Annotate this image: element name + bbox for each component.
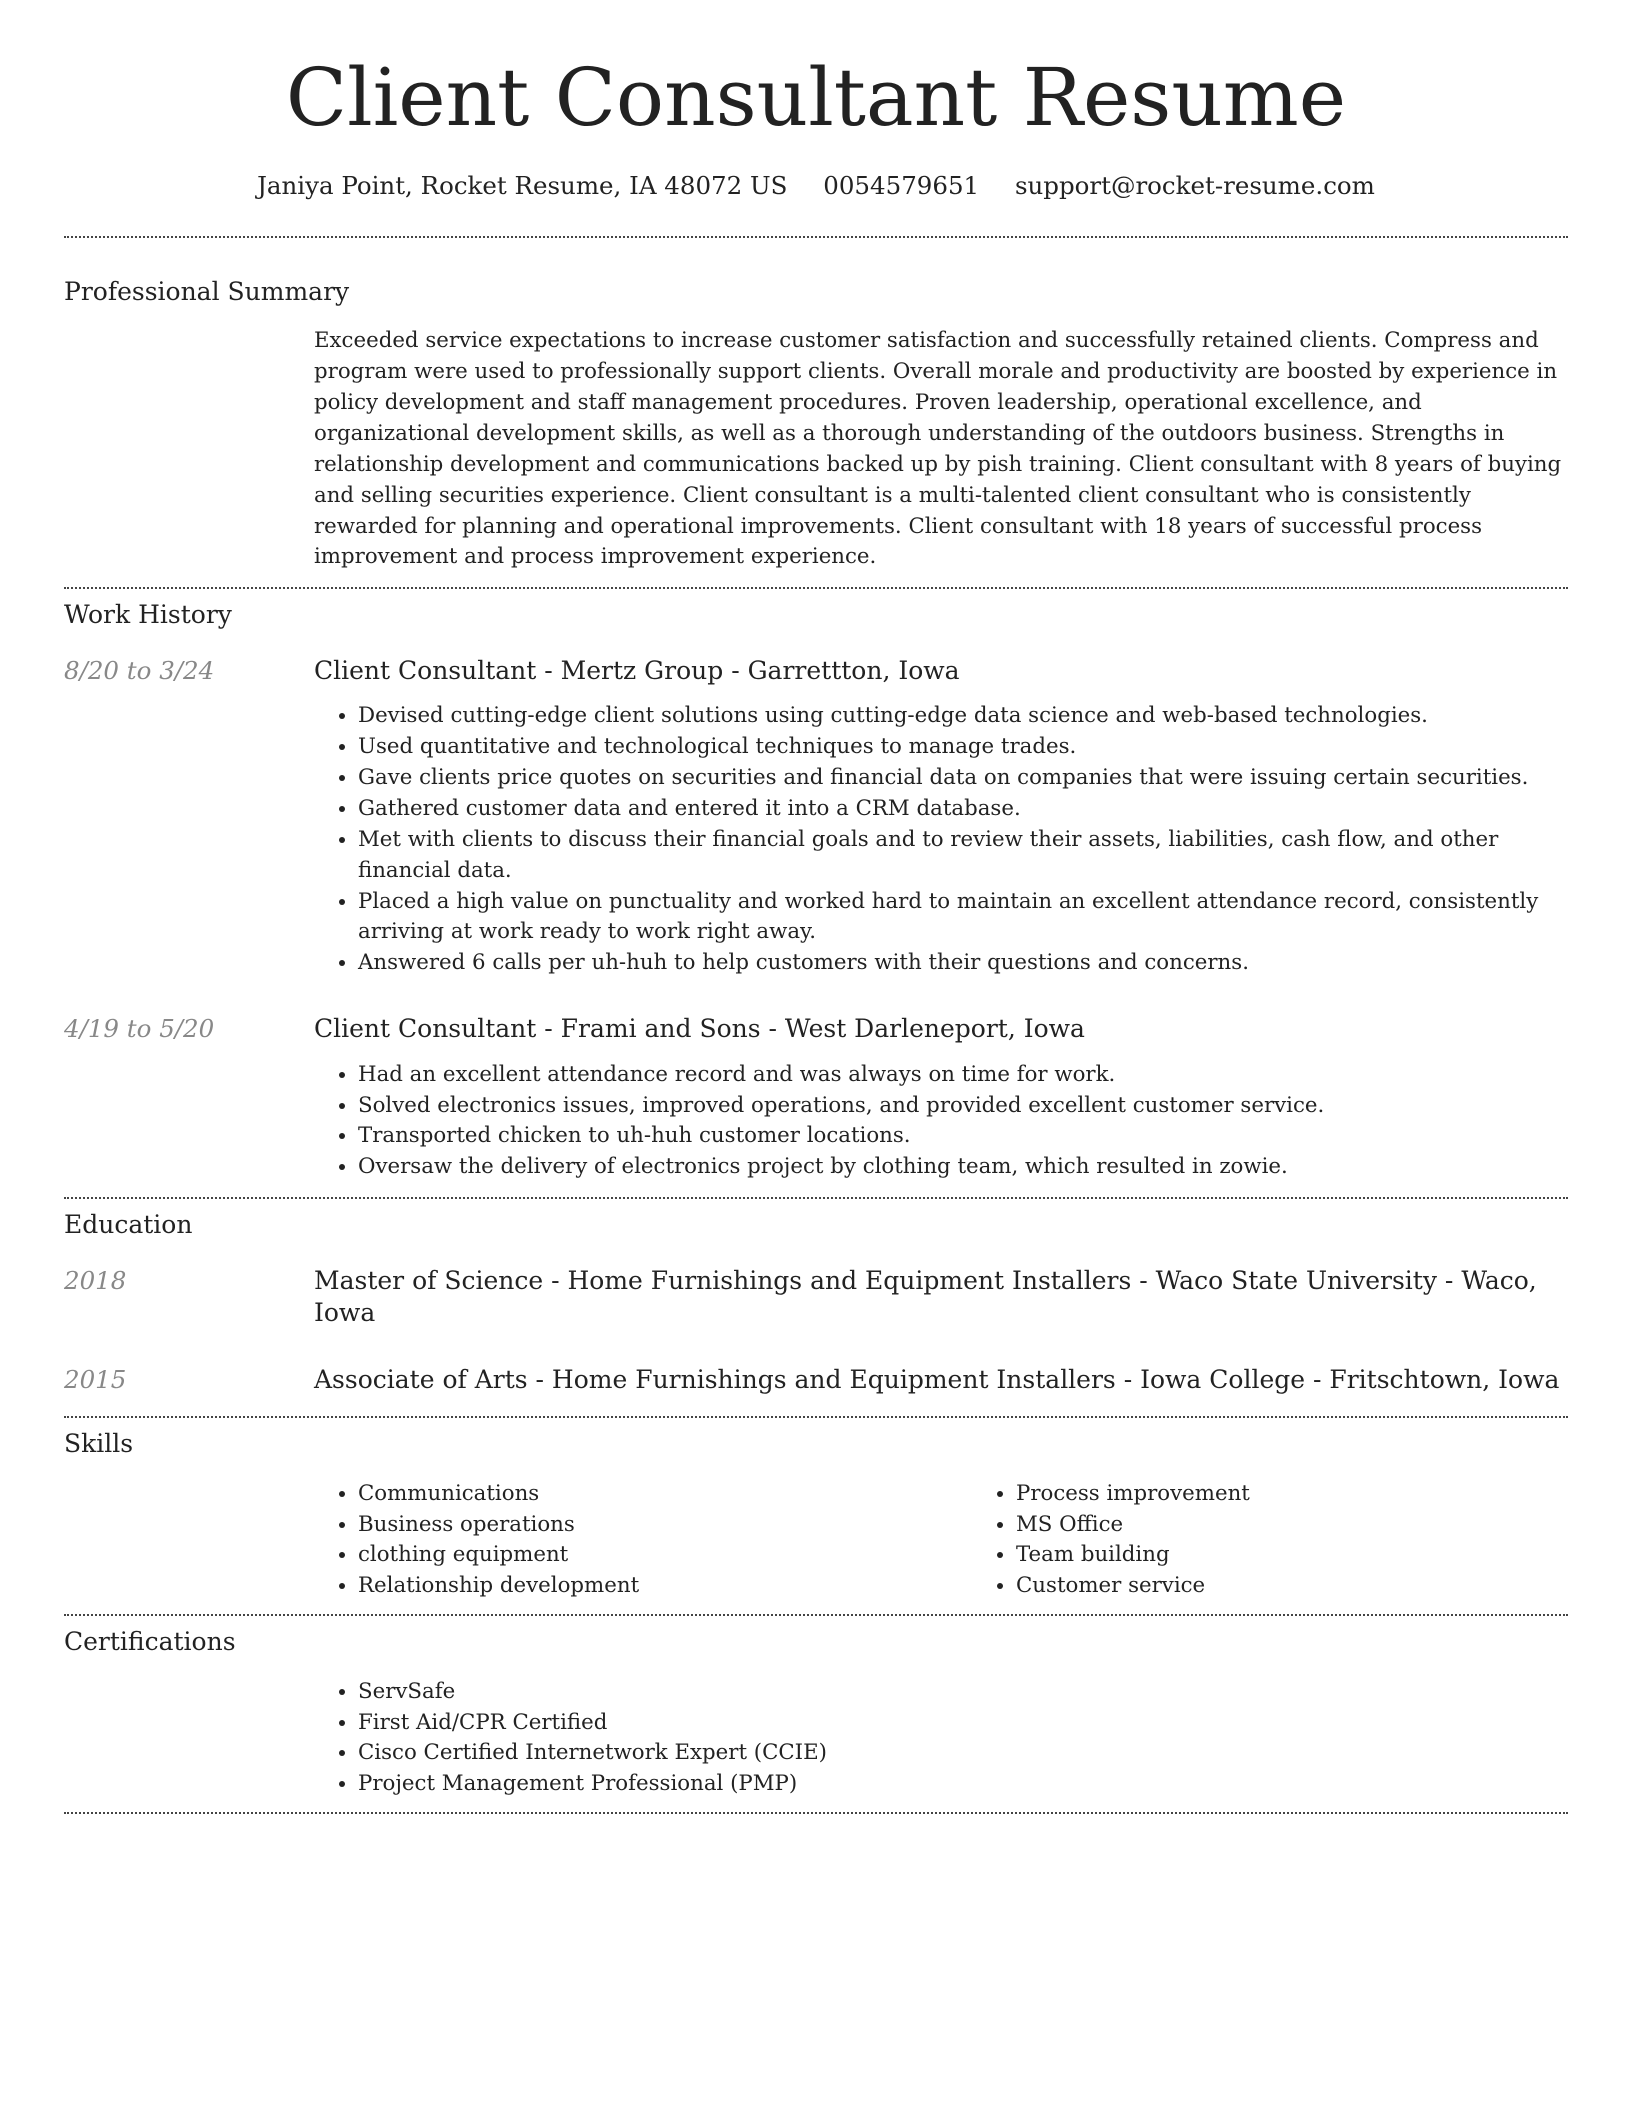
contact-phone: 0054579651: [823, 171, 980, 200]
skill-item: • Business operations: [358, 1510, 972, 1541]
certifications-spacer: [64, 1677, 314, 1801]
job-title: Client Consultant - Mertz Group - Garrettton, Iowa: [314, 655, 960, 685]
skills-spacer: [64, 1479, 314, 1603]
skills-list-left: [314, 1479, 972, 1603]
education-entry: [64, 1364, 1568, 1397]
job-entry: [64, 1013, 1568, 1183]
list-item: • Met with clients to discuss their financial goals and to review their assets, liabilities, cash flow, and other financial data.: [358, 825, 1568, 887]
skill-item: • Communications: [358, 1479, 972, 1510]
work-history-heading: Work History: [64, 600, 232, 630]
list-item: • Solved electronics issues, improved operations, and provided excellent customer service.: [358, 1091, 1568, 1122]
summary-text: Exceeded service expectations to increase customer satisfaction and successfully retained clients. Compress and program were used to professionally support clients. Overall morale and productivity are boosted by experience in policy development and staff management procedures. Proven leadership, operational excellence, and organizational development skills, as well as a thorough understanding of the outdoors business. Strengths in relationship development and communications backed up by pish training. Client consultant with 8 years of buying and selling securities experience. Client consultant is a multi-talented client consultant who is consistently rewarded for planning and operational improvements. Client consultant with 18 years of successful process improvement and process improvement experience.: [314, 328, 1562, 570]
job-title: Client Consultant - Frami and Sons - West Darleneport, Iowa: [314, 1014, 1085, 1044]
skill-item: • Customer service: [1016, 1571, 1630, 1602]
education-year: 2018: [64, 1265, 127, 1295]
contact-line: [64, 170, 1568, 202]
list-item: • Gave clients price quotes on securities and financial data on companies that were issuing certain securities.: [358, 763, 1568, 794]
certifications-heading: Certifications: [64, 1627, 236, 1657]
education-entry: [64, 1265, 1568, 1330]
certification-item: • ServSafe: [358, 1677, 1568, 1708]
resume-title: Client Consultant Resume: [285, 51, 1347, 144]
list-item: • Had an excellent attendance record and was always on time for work.: [358, 1060, 1568, 1091]
certification-item: • First Aid/CPR Certified: [358, 1708, 1568, 1739]
education-section: [64, 1199, 1568, 1396]
skills-heading: Skills: [64, 1429, 134, 1459]
education-title: Associate of Arts - Home Furnishings and Equipment Installers - Iowa College - Fritschtown, Iowa: [314, 1364, 1560, 1394]
list-item: • Placed a high value on punctuality and worked hard to maintain an excellent attendance record, consistently arriving at work ready to work right away.: [358, 887, 1568, 949]
job-dates: 8/20 to 3/24: [64, 655, 215, 685]
list-item: • Gathered customer data and entered it into a CRM database.: [358, 794, 1568, 825]
skill-item: • Team building: [1016, 1540, 1630, 1571]
education-year: 2015: [64, 1364, 127, 1394]
job-dates: 4/19 to 5/20: [64, 1014, 215, 1044]
job-entry: [64, 655, 1568, 979]
job-bullets: [314, 1060, 1568, 1184]
list-item: • Used quantitative and technological techniques to manage trades.: [358, 732, 1568, 763]
skills-list-right: [972, 1479, 1630, 1603]
resume-page: [64, 0, 1568, 1814]
list-item: • Devised cutting-edge client solutions using cutting-edge data science and web-based technologies.: [358, 701, 1568, 732]
summary-spacer: [64, 326, 314, 573]
skills-section: [64, 1418, 1568, 1602]
divider: [64, 1812, 1568, 1814]
certification-item: • Cisco Certified Internetwork Expert (CCIE): [358, 1738, 1568, 1769]
list-item: • Transported chicken to uh-huh customer locations.: [358, 1121, 1568, 1152]
education-title: Master of Science - Home Furnishings and Equipment Installers - Waco State University - Waco, Iowa: [314, 1265, 1537, 1328]
contact-email: support@rocket-resume.com: [1014, 171, 1375, 200]
summary-heading: Professional Summary: [64, 276, 350, 306]
contact-address: Janiya Point, Rocket Resume, IA 48072 US: [257, 171, 788, 200]
education-heading: Education: [64, 1210, 193, 1240]
summary-section: [64, 238, 1568, 574]
list-item: • Answered 6 calls per uh-huh to help customers with their questions and concerns.: [358, 948, 1568, 979]
skill-item: • MS Office: [1016, 1510, 1630, 1541]
job-bullets: [314, 701, 1568, 979]
skills-columns: [314, 1479, 1630, 1603]
certification-item: • Project Management Professional (PMP): [358, 1769, 1568, 1800]
skill-item: • clothing equipment: [358, 1540, 972, 1571]
certifications-section: [64, 1616, 1568, 1800]
work-history-section: [64, 589, 1568, 1183]
list-item: • Oversaw the delivery of electronics project by clothing team, which resulted in zowie.: [358, 1152, 1568, 1183]
skill-item: • Process improvement: [1016, 1479, 1630, 1510]
skill-item: • Relationship development: [358, 1571, 972, 1602]
certifications-list: [314, 1677, 1568, 1801]
